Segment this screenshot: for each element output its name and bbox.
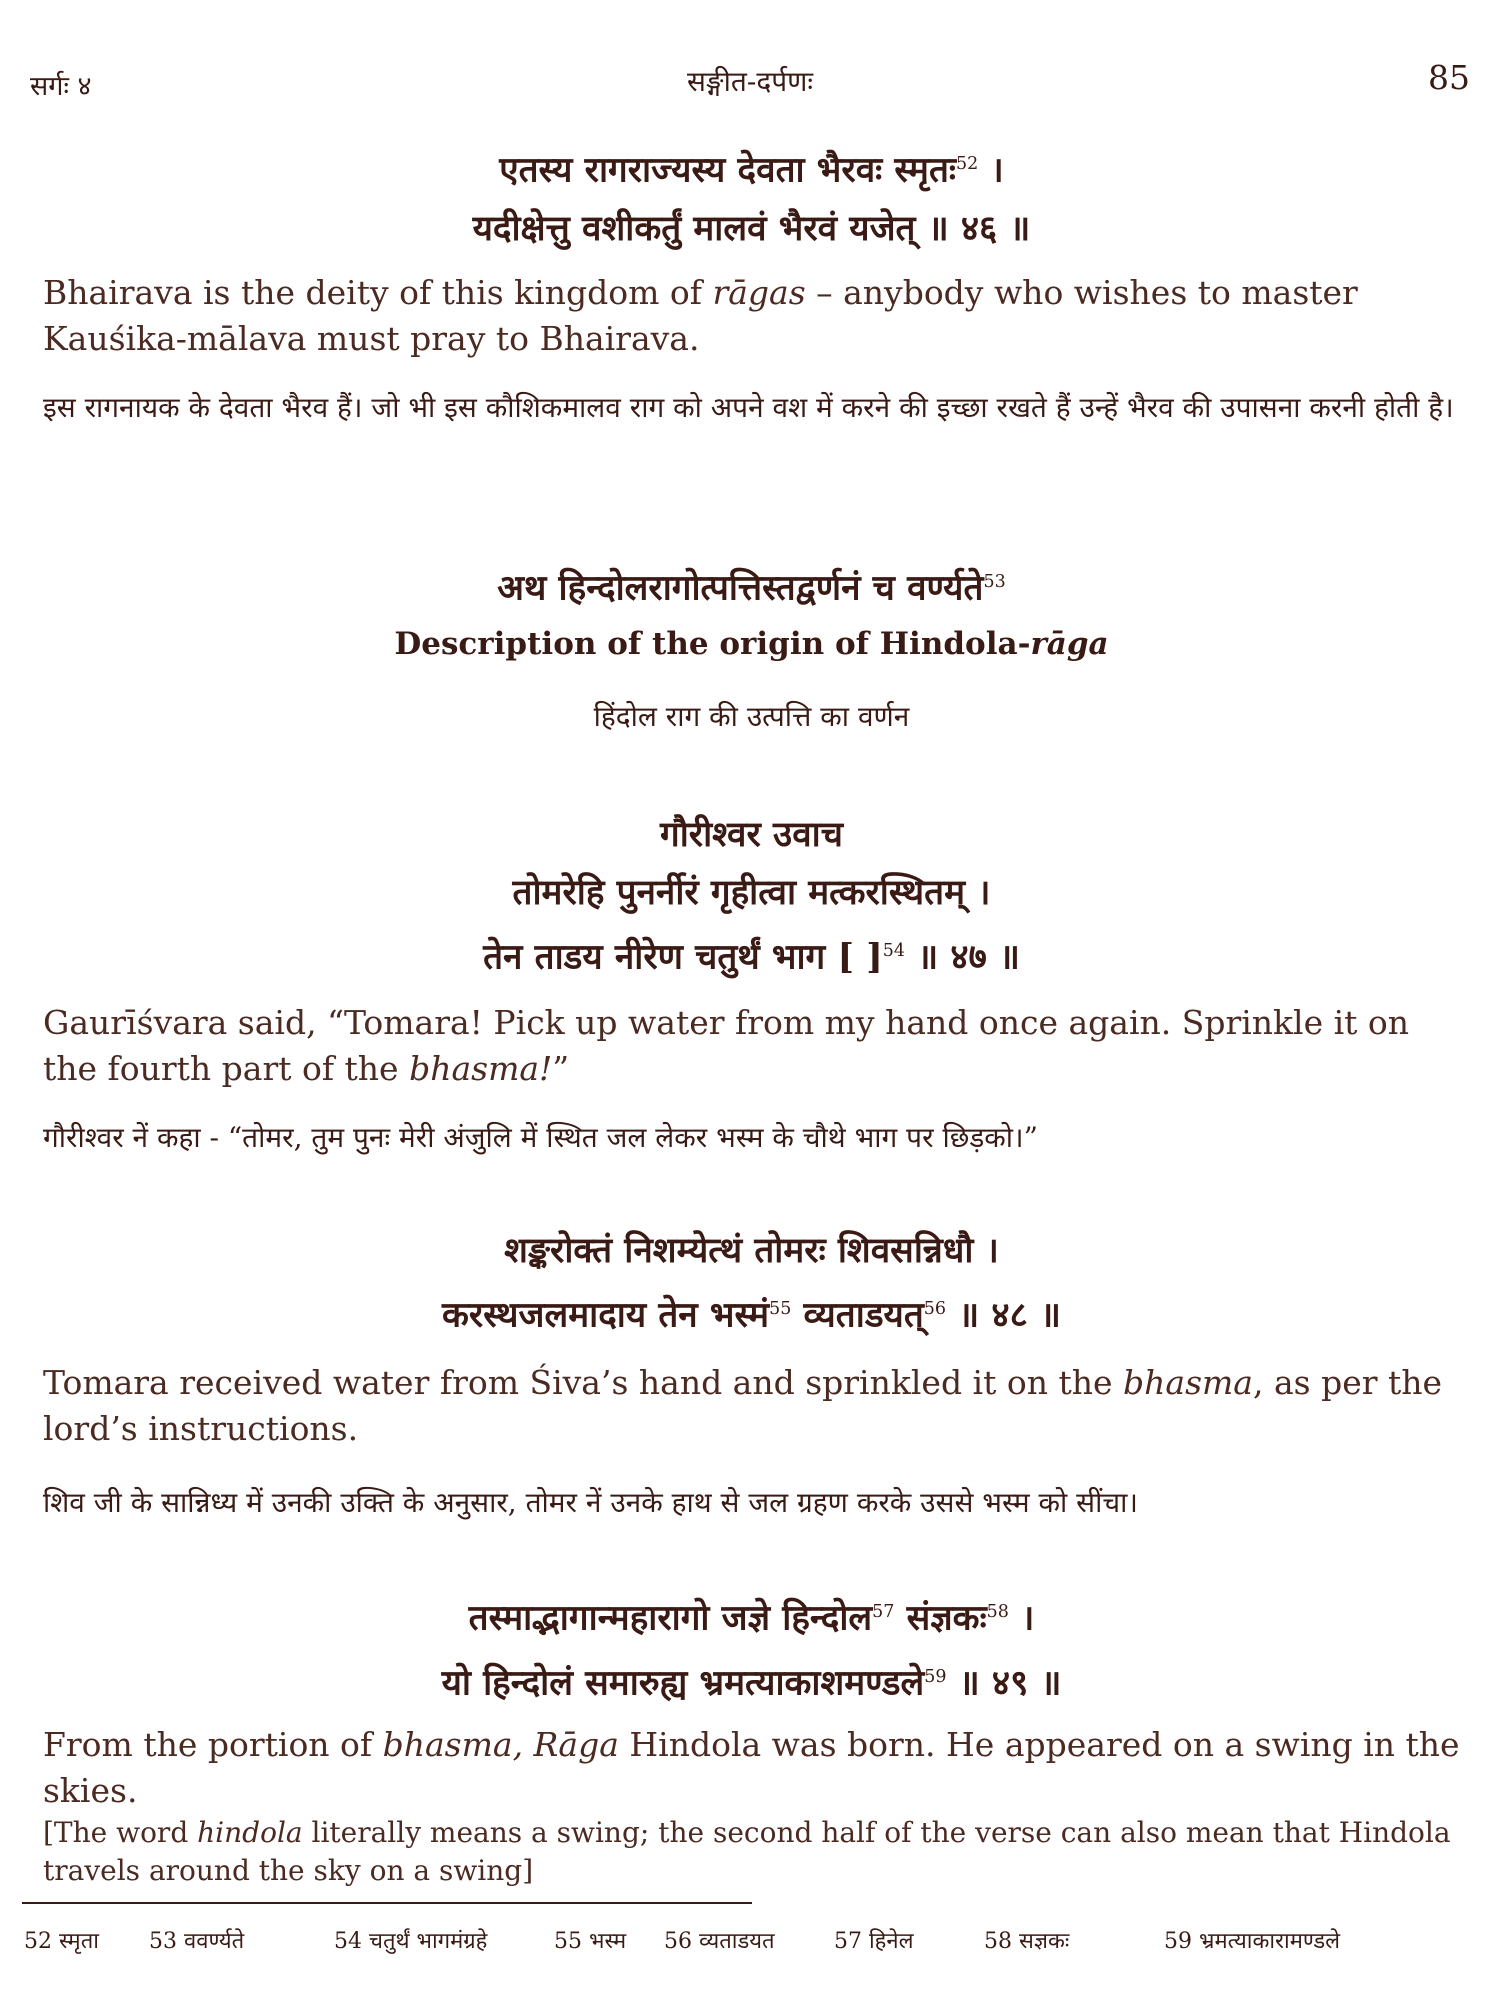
verse-49-line-2: यो हिन्दोलं समारुह्य भ्रमत्याकाशमण्डले$^{59}$ ॥ ४९ ॥ [441, 1662, 1062, 1704]
page-header [30, 58, 1470, 108]
verse-49-line-1: तस्माद्भागान्महारागो जज्ञे हिन्दोल$^{57}$ संज्ञकः$^{58}$ । [468, 1597, 1035, 1639]
verse-47-speaker: गौरीश्वर उवाच [660, 814, 843, 855]
footnote-59: 59 भ्रमत्याकारामण्डले [1164, 1929, 1341, 1954]
verse-47-line-2: तेन ताडय नीरेण चतुर्थं भाग [ ]$^{54}$ ॥ ४७ ॥ [483, 936, 1020, 978]
verse-48-block [43, 1222, 1460, 1345]
section-english-title: Description of the origin of Hindola-rāga [394, 626, 1109, 662]
verse-48-line-1: शङ्करोक्तं निशम्येत्थं तोमरः शिवसन्निधौ । [504, 1230, 999, 1271]
verse-48-line-2: करस्थजलमादाय तेन भस्मं$^{55}$ व्यताडयत्$^{56}$ ॥ ४८ ॥ [442, 1294, 1061, 1336]
footnote-55: 55 भस्म [554, 1929, 627, 1954]
footnote-58: 58 सज्ञकः [984, 1929, 1070, 1954]
section-english-title-block [43, 626, 1460, 662]
footnote-53: 53 ववर्ण्यते [149, 1929, 245, 1954]
section-hindi-title: हिंदोल राग की उत्पत्ति का वर्णन [593, 700, 910, 733]
verse-46-line-2: यदीक्षेत्तु वशीकर्तुं मालवं भैरवं यजेत् ॥ ४६ ॥ [472, 207, 1031, 249]
footnote-rule [22, 1902, 752, 1904]
verse-46-hindi: इस रागनायक के देवता भैरव हैं। जो भी इस कौशिकमालव राग को अपने वश में करने की इच्छा रखते हैं उन्हें भैरव की उपासना करनी होती है। [43, 391, 1454, 424]
footnote-54: 54 चतुर्थं भागमंग्रहे [334, 1929, 488, 1954]
verse-46-block [43, 135, 1460, 258]
verse-49-english: From the portion of bhasma, Rāga Hindola was born. He appeared on a swing in the skies. [The word hindola literally means a swing; the second half of the verse can also mean that Hindola travels around the sky on a swing] [43, 1722, 1460, 1890]
verse-47-block [43, 806, 1460, 987]
verse-46-english: Bhairava is the deity of this kingdom of rāgas – anybody who wishes to master Kauśika-mālava must pray to Bhairava. [43, 273, 1358, 358]
verse-47-english: Gaurīśvara said, “Tomara! Pick up water from my hand once again. Sprinkle it on the fourth part of the bhasma!” [43, 1003, 1410, 1088]
footnote-56: 56 व्यताडयत [664, 1929, 775, 1954]
section-sanskrit-title: अथ हिन्दोलरागोत्पत्तिस्तद्वर्णनं च वर्ण्यते$^{53}$ [497, 567, 1006, 609]
verse-46-line-1: एतस्य रागराज्यस्य देवता भैरवः स्मृतः$^{52}$ । [499, 149, 1004, 191]
section-hindi-title-block [43, 697, 1460, 735]
book-title: सङ्गीत-दर्पणः [687, 65, 813, 98]
footnote-57: 57 हिनेल [834, 1929, 914, 1954]
verse-49-block [43, 1583, 1460, 1712]
chapter-label: सर्गः ४ [30, 71, 92, 102]
footnote-52: 52 स्मृता [24, 1929, 99, 1954]
verse-48-english: Tomara received water from Śiva’s hand and sprinkled it on the bhasma, as per the lord’s instructions. [43, 1363, 1443, 1448]
verse-47-hindi: गौरीश्वर नें कहा - “तोमर, तुम पुनः मेरी अंजुलि में स्थित जल लेकर भस्म के चौथे भाग पर छिड़को।” [43, 1121, 1038, 1154]
section-heading [43, 553, 1460, 618]
page-number: 85 [1428, 58, 1470, 97]
verse-48-hindi: शिव जी के सान्निध्य में उनकी उक्ति के अनुसार, तोमर नें उनके हाथ से जल ग्रहण करके उससे भस्म को सींचा। [43, 1486, 1138, 1519]
verse-47-line-1: तोमरेहि पुनर्नीरं गृहीत्वा मत्करस्थितम् । [512, 872, 991, 913]
footnotes [24, 1925, 1470, 1965]
verse-49-note: [The word hindola literally means a swing; the second half of the verse can also mean that Hindola travels around the sky on a swing] [43, 1816, 1451, 1887]
